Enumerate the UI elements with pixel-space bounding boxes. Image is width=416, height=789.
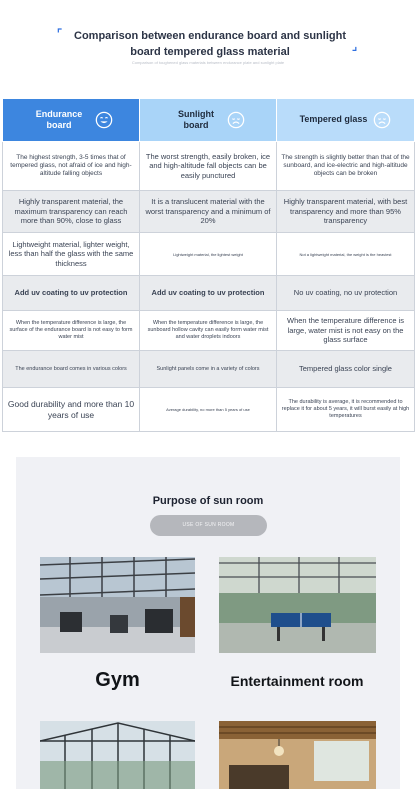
bracket-right-icon: ⌟ [352,41,358,53]
sunroom-photo-4 [219,721,376,789]
happy-face-icon [95,111,113,129]
table-row [3,311,415,351]
column-header-endurance [3,99,140,142]
column-header-label: Sunlight board [178,108,214,130]
column-header-tempered-glass [277,99,415,142]
table-cell: Sunlight panels come in a variety of colors [140,351,277,388]
table-cell: The endurance board comes in various colors [3,351,140,388]
table-cell: Add uv coating to uv protection [3,276,140,311]
sunroom-photo-3 [40,721,195,789]
table-cell: The durability is average, it is recommended to replace it for about 5 years, it will burst easily at high temperatures [277,388,415,432]
entertainment-image [219,557,376,653]
bracket-left-icon: ⌜ [57,28,63,40]
table-cell: It is a translucent material with the worst transparency and a minimum of 20% [140,191,277,233]
table-row [3,276,415,311]
sad-face-icon [373,111,391,129]
gym-label: Gym [95,669,140,691]
table-cell: Highly transparent material, the maximum transparency can reach more than 90%, close to glass [3,191,140,233]
table-row [3,351,415,388]
gym-image [40,557,195,653]
table-cell: When the temperature difference is large, the sunboard hollow cavity can easily form water mist and water droplets indoors [140,311,277,351]
table-cell: Good durability and more than 10 years of use [3,388,140,432]
table-cell: Add uv coating to uv protection [140,276,277,311]
header [0,0,416,98]
page-title: Comparison between endurance board and sunlight board tempered glass material [74,30,346,58]
table-row [3,142,415,191]
page-subtitle: Comparison of toughened glass materials between endurance plate and sunlight plate [131,60,285,65]
sad-face-icon [227,111,245,129]
column-header-label: Endurance board [35,108,83,130]
table-row [3,233,415,276]
entertainment-photo [219,557,376,653]
table-row [3,191,415,233]
table-cell: Lightweight material, lighter weight, less than half the glass with the same thickness [3,233,140,276]
table-cell: Tempered glass color single [277,351,415,388]
gym-photo [40,557,195,653]
table-cell: The strength is slightly better than that of the sunboard, and ice-electric and high-altitude objects can be broken [277,142,415,191]
table-cell: Average durability, no more than 5 years of use [140,388,277,432]
table-cell: The highest strength, 3-5 times that of tempered glass, not afraid of ice and high-altitude falling objects [3,142,140,191]
sunroom-image [40,721,195,789]
table-cell: Not a lightweight material, the weight is the heaviest [277,233,415,276]
table-cell: When the temperature difference is large, water mist is not easy on the glass surface [277,311,415,351]
lounge-image [219,721,376,789]
section-pill: USE OF SUN ROOM [150,515,267,536]
column-header-sunlight [140,99,277,142]
sun-room-section [16,457,400,789]
table-header-row [3,99,415,142]
table-cell: No uv coating, no uv protection [277,276,415,311]
section-title: Purpose of sun room [152,495,264,507]
entertainment-label: Entertainment room [230,673,364,689]
table-row [3,388,415,432]
table-cell: When the temperature difference is large, the surface of the endurance board is not easy to form water mist [3,311,140,351]
comparison-table [2,98,415,432]
column-header-label: Tempered glass [299,114,368,125]
table-cell: Lightweight material, the lightest weight [140,233,277,276]
table-cell: The worst strength, easily broken, ice and high-altitude fall objects can be easily punctured [140,142,277,191]
table-cell: Highly transparent material, with best transparency and more than 95% transparency [277,191,415,233]
